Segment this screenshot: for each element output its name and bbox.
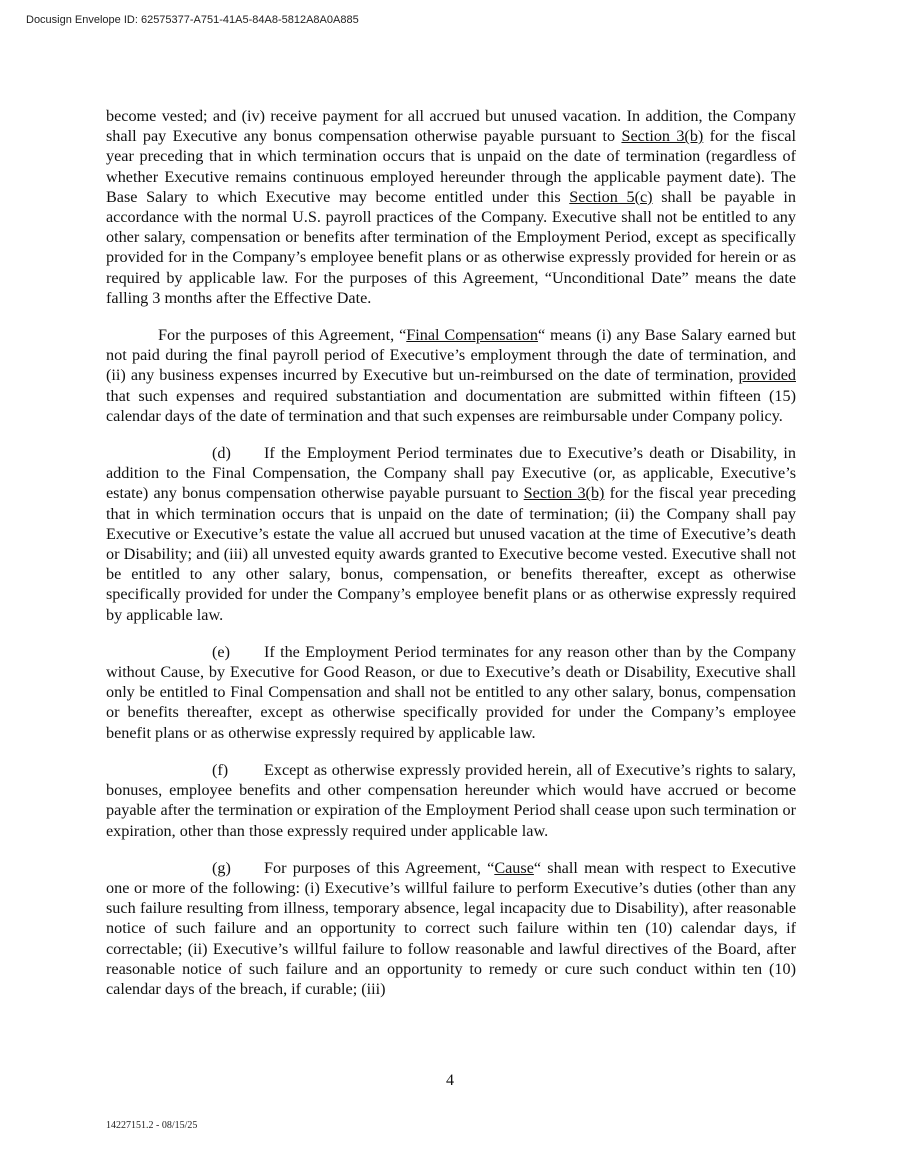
paragraph-continuation xyxy=(106,106,796,308)
text-run: become vested; and (iv) receive payment for all accrued but unused vacation. In addition, the Company shall pay Executive any bonus compensation otherwise payable pursuant to xyxy=(106,107,796,146)
text-run: For purposes of this Agreement, “ xyxy=(264,858,495,877)
subsection-marker: (e) xyxy=(212,642,230,661)
section-reference: Section 3(b) xyxy=(523,484,605,503)
document-body xyxy=(106,106,796,1016)
defined-term: Cause xyxy=(494,858,534,877)
subsection-d xyxy=(106,443,796,625)
text-run: for the fiscal year preceding that in which termination occurs that is unpaid on the date of termination (regardless of whether Executive remains continuous employed hereunder through the applicable payment date). The Base Salary to which Executive may become entitled under this xyxy=(106,127,796,206)
envelope-id: Docusign Envelope ID: 62575377-A751-41A5-84A8-5812A8A0A885 xyxy=(26,14,359,26)
text-run: for the fiscal year preceding that in which termination occurs that is unpaid on the date of termination; (ii) the Company shall pay Executive or Executive’s estate the value all accrued but unused vacation at the time of Executive’s death or Disability; and (iii) all unvested equity awards granted to Executive become vested. Executive shall not be entitled to any other salary, bonus, compensation, or benefits thereafter, except as otherwise specifically provided for under the Company’s employee benefit plans or as otherwise expressly required by applicable law. xyxy=(106,484,796,624)
defined-term: Final Compensation xyxy=(406,326,538,345)
text-run: If the Employment Period terminates due to Executive’s death or Disability, in addition to the Final Compensation, the Company shall pay Executive (or, as applicable, Executive’s estate) any bonus compensation otherwise payable pursuant to xyxy=(106,444,796,503)
document-id: 14227151.2 - 08/15/25 xyxy=(106,1120,198,1131)
text-run: Except as otherwise expressly provided herein, all of Executive’s rights to salary, bonuses, employee benefits and other compensation hereunder which would have accrued or become payable after the termination or expiration of the Employment Period shall cease upon such termination or expiration, other than those expressly required under applicable law. xyxy=(106,760,796,840)
section-reference: Section 5(c) xyxy=(569,187,653,206)
subsection-g xyxy=(106,858,796,999)
page-number: 4 xyxy=(446,1072,454,1089)
paragraph-final-compensation xyxy=(106,325,796,426)
section-reference: Section 3(b) xyxy=(621,127,704,146)
subsection-e xyxy=(106,642,796,743)
text-run: shall be payable in accordance with the normal U.S. payroll practices of the Company. Executive shall not be entitled to any other salary, compensation or benefits after termination of the Employment Period, except as specifically provided for in the Company’s employee benefit plans or as otherwise expressly provided for herein or as required by applicable law. For the purposes of this Agreement, “Unconditional Date” means the date falling 3 months after the Effective Date. xyxy=(106,187,796,307)
subsection-f xyxy=(106,760,796,841)
provided-term: provided xyxy=(738,366,796,385)
text-run: If the Employment Period terminates for any reason other than by the Company without Cause, by Executive for Good Reason, or due to Executive’s death or Disability, Executive shall only be entitled to Final Compensation and shall not be entitled to any other salary, bonus, compensation or benefits thereafter, except as otherwise specifically provided for under the Company’s employee benefit plans or as otherwise expressly required by applicable law. xyxy=(106,642,796,742)
subsection-marker: (f) xyxy=(212,760,229,779)
text-run: “ shall mean with respect to Executive one or more of the following: (i) Executive’s willful failure to perform Executive’s duties (other than any such failure resulting from illness, temporary absence, legal incapacity due to Disability), after reasonable notice of such failure and an opportunity to correct such failure within ten (10) calendar days, if correctable; (ii) Executive’s willful failure to follow reasonable and lawful directives of the Board, after reasonable notice of such failure and an opportunity to remedy or cure such conduct within ten (10) calendar days of the breach, if curable; (iii) xyxy=(106,858,796,998)
subsection-marker: (g) xyxy=(212,858,231,877)
text-run: For the purposes of this Agreement, “ xyxy=(158,326,407,345)
text-run: that such expenses and required substantiation and documentation are submitted within fifteen (15) calendar days of the date of termination and that such expenses are reimbursable under Company policy. xyxy=(106,386,796,425)
subsection-marker: (d) xyxy=(212,444,231,463)
text-run: “ means (i) any Base Salary earned but not paid during the final payroll period of Executive’s employment through the date of termination, and (ii) any business expenses incurred by Executive but un-reimbursed on the date of termination, xyxy=(106,326,796,385)
